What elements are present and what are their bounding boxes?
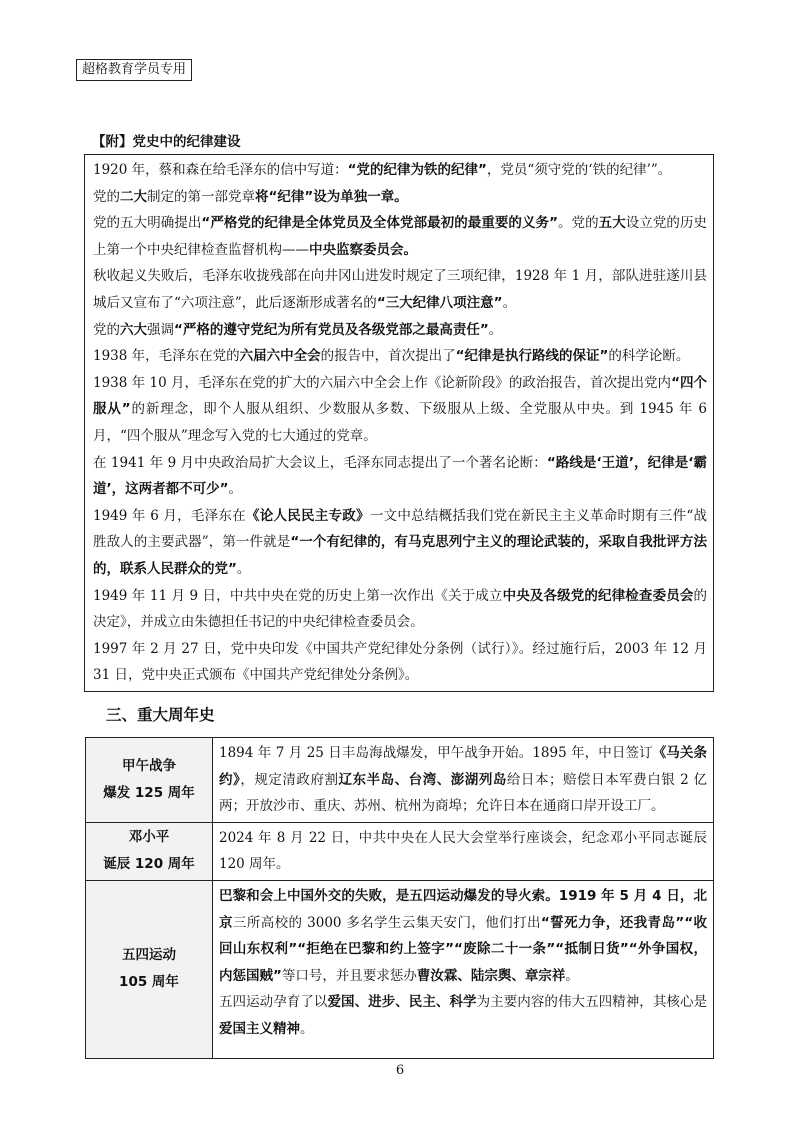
anniversary-label-line: 爆发 125 周年 [103,784,195,801]
text-run: 。党的 [557,215,599,232]
text-run: 2024 年 8 月 22 日，中共中央在人民大会堂举行座谈会，纪念邓小平同志诞辰 120 周年。 [219,829,707,873]
paragraph [93,636,707,689]
page-number: 6 [395,1063,405,1078]
paragraph [93,317,707,344]
anniversary-content [213,822,714,880]
paragraph [93,184,707,211]
anniversary-label-line: 甲午战争 [122,757,176,774]
paragraph [219,825,707,878]
paragraph [219,989,707,1042]
text-run: 。 [502,294,517,311]
text-run: 制定的第一部党章 [147,188,255,205]
discipline-box [84,154,714,692]
bold-text-run: “誓死力争，还我青岛”“收回山东权利”“拒绝在巴黎和约上签字”“废除二十一条”“抵制日货”“外争国权，内惩国贼” [219,914,707,984]
text-run: 五四运动孕育了以 [219,994,328,1011]
bold-text-run: “四个服从” [93,374,707,418]
bold-text-run: 六大 [120,321,147,338]
bold-text-run: “一个有纪律的，有马克思列宁主义的理论武装的，采取自我批评方法的，联系人民群众的党” [93,534,707,577]
anniversary-table [85,737,714,1059]
text-run: 1997 年 2 月 27 日，党中央印发《中国共产党纪律处分条例（试行）》。经过施行后，2003 年 12 月 31 日，党中央正式颁布《中国共产党纪律处分条例》。 [93,640,707,684]
paragraph [93,210,707,263]
anniversary-label-line: 诞辰 120 周年 [103,856,195,873]
text-run: 1894 年 7 月 25 日丰岛海战爆发，甲午战争开始。1895 年，中日签订 [219,745,653,761]
text-run: ，党员“须守党的‘铁的纪律’”。 [486,162,672,178]
section-title: 三、重大周年史 [106,706,215,724]
bold-text-run: “严格的遵守党纪为所有党员及各级党部之最高责任” [174,321,489,338]
bold-text-run: “三大纪律八项注意” [376,294,503,311]
text-run: 一文中总结概括我们党在新民主主义革命时期有三件“战胜敌人的主要武器”，第一件就是 [93,507,708,551]
paragraph [93,370,707,450]
bold-text-run: 五大 [598,215,626,232]
anniversary-label-line: 105 周年 [119,974,179,991]
text-run: 给日本；赔偿日本军费白银 2 亿两；开放沙市、重庆、苏州、杭州为商埠；允许日本在通商口岸开设工厂。 [219,771,708,815]
text-run: 党的 [93,188,120,205]
text-run: 。 [236,560,251,577]
text-run: 1938 年 10 月，毛泽东在党的扩大的六届六中全会上作《论新阶段》的政治报告，首次提出党内 [93,374,672,391]
anniversary-content [213,880,714,1058]
bold-text-run: “党的纪律为铁的纪律” [347,162,487,178]
text-run: 的新理念，即个人服从组织、少数服从多数、下级服从上级、全党服从中央。到 1945 年 6 月，“四个服从”理念写入党的七大通过的党章。 [93,401,707,444]
text-run: 。 [488,321,503,338]
text-run: 。 [300,1020,314,1037]
header-tag: 超格教育学员专用 [76,59,192,81]
text-run: 党的 [93,321,120,338]
anniversary-row [86,822,714,880]
paragraph [93,583,707,636]
paragraph [93,157,707,184]
text-run: 在 1941 年 9 月中央政治局扩大会议上，毛泽东同志提出了一个著名论断： [93,454,547,471]
paragraph [219,740,707,820]
bold-text-run: 中央监察委员会。 [309,241,417,258]
paragraph [93,450,707,503]
text-run: 。 [228,481,243,498]
bold-text-run: 巴黎和会上中国外交的失败，是五四运动爆发的导火索。1919 年 5 月 4 日，北京 [219,887,707,931]
anniversary-label [86,822,213,880]
bold-text-run: 二大 [120,188,147,205]
anniversary-row [86,738,714,823]
bold-text-run: “纪律是执行路线的保证” [455,348,609,365]
anniversary-label [86,738,213,823]
bold-text-run: 将“纪律”设为单独一章。 [255,188,408,205]
text-run: 强调 [147,321,174,338]
text-run: 的决定》，并成立由朱德担任书记的中央纪律检查委员会。 [93,587,707,631]
bold-text-run: 辽东半岛、台湾、澎湖列岛 [338,771,507,788]
paragraph [219,883,707,989]
text-run: 1949 年 11 月 9 日，中共中央在党的历史上第一次作出《关于成立 [93,587,503,604]
anniversary-label-line: 五四运动 [122,947,176,964]
bold-text-run: 中央及各级党的纪律检查委员会 [502,587,694,604]
appendix-title: 【附】党史中的纪律建设 [92,134,241,150]
text-run: 1949 年 6 月，毛泽东在 [93,507,246,524]
anniversary-row [86,880,714,1058]
bold-text-run: “路线是‘王道’，纪律是‘霸道’，这两者都不可少” [93,454,707,498]
text-run: 党的五大明确提出 [93,215,202,232]
bold-text-run: “严格党的纪律是全体党员及全体党部最初的最重要的义务” [201,215,558,232]
paragraph [93,503,707,583]
bold-text-run: 六届六中全会 [239,348,321,365]
text-run: ，规定清政府割 [240,771,339,788]
paragraph [93,343,707,370]
text-run: 三所高校的 3000 多名学生云集天安门，他们打出 [232,914,541,931]
text-run: 。 [565,967,579,984]
paragraph [93,263,707,316]
text-run: 秋收起义失败后，毛泽东收拢残部在向井冈山进发时规定了三项纪律，1928 年 1 月，部队进驻遂川县城后又宣布了“六项注意”，此后逐渐形成著名的 [93,268,707,311]
text-run: 等口号，并且要求惩办 [281,967,417,984]
text-run: 为主要内容的伟大五四精神，其核心是 [476,994,708,1011]
bold-text-run: 爱国、进步、民主、科学 [327,994,477,1011]
text-run: 的科学论断。 [608,348,690,365]
text-run: 的报告中，首次提出了 [320,348,456,365]
anniversary-content [213,738,714,823]
anniversary-label-line: 邓小平 [128,829,170,846]
text-run: 1938 年，毛泽东在党的 [93,348,240,365]
bold-text-run: 曹汝霖、陆宗舆、章宗祥 [416,967,566,984]
anniversary-label [86,880,213,1058]
bold-text-run: 《论人民民主专政》 [245,507,370,524]
bold-text-run: 爱国主义精神 [219,1020,300,1037]
bold-text-run: 《马关条约》 [219,745,707,788]
text-run: 设立党的历史上第一个中央纪律检查监督机构—— [93,215,708,258]
text-run: 1920 年，蔡和森在给毛泽东的信中写道： [93,162,348,178]
